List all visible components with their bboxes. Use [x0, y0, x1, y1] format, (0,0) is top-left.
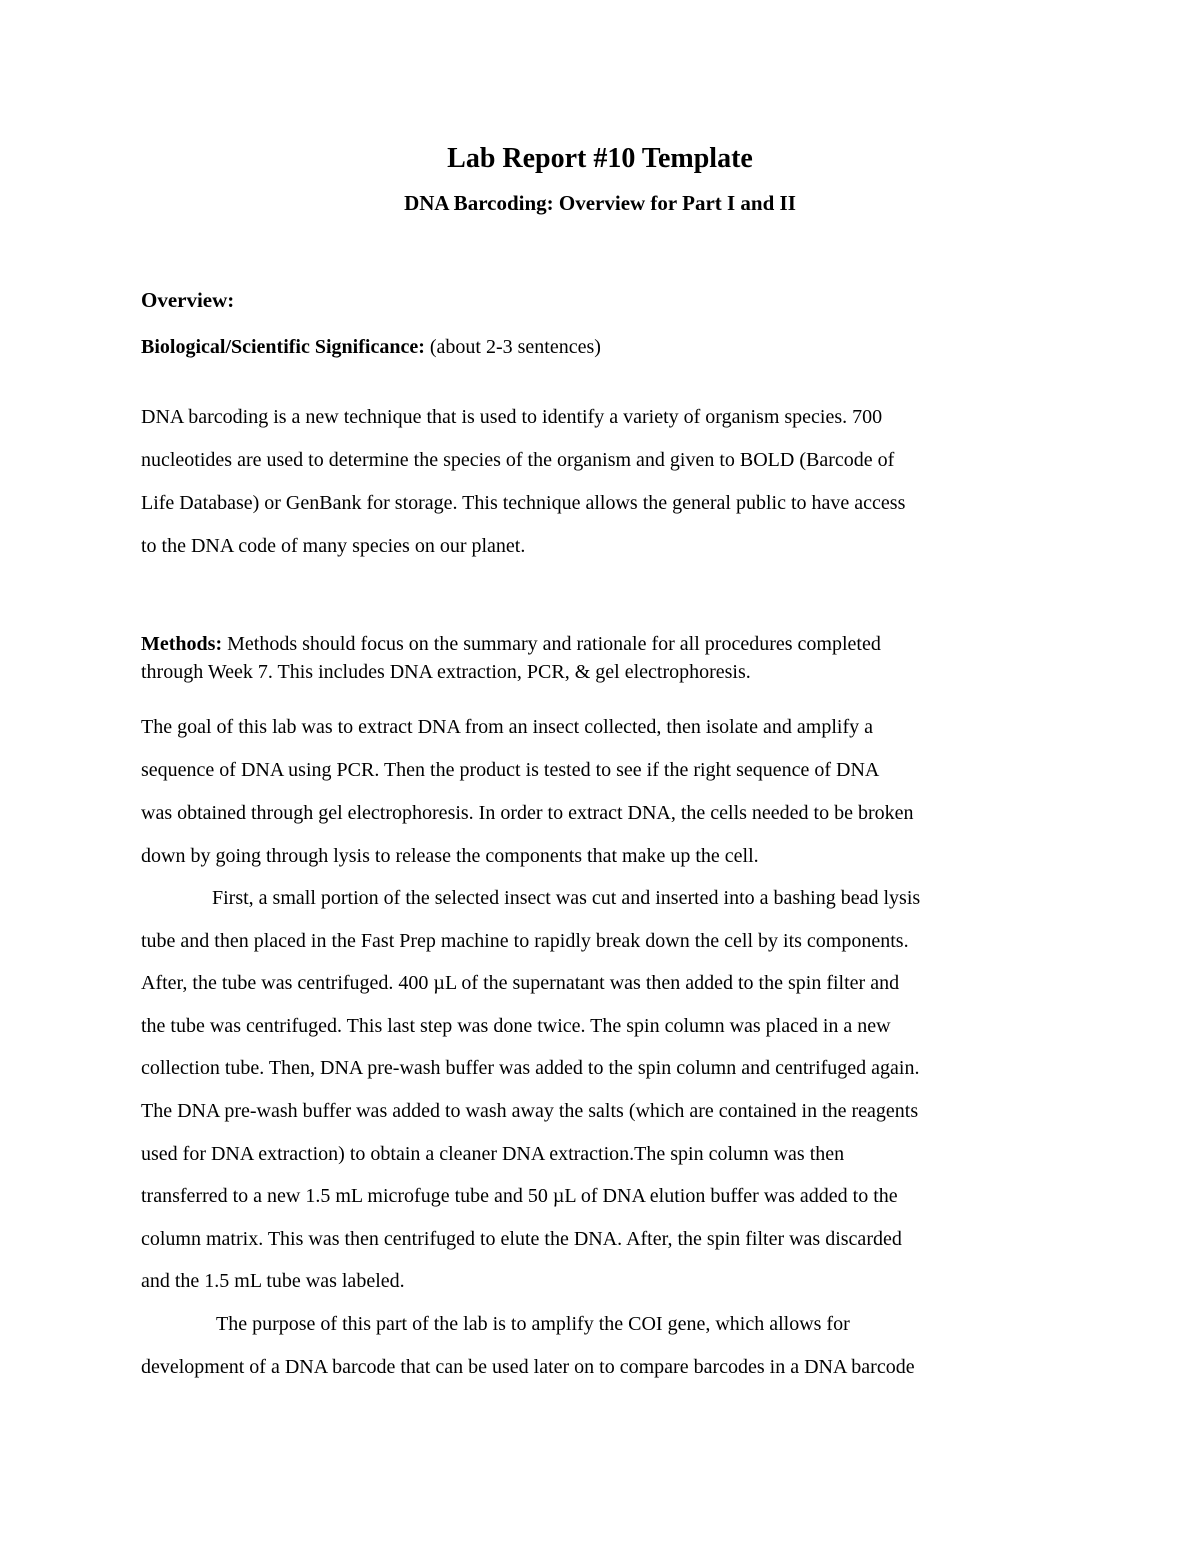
significance-note: (about 2-3 sentences) — [424, 336, 601, 358]
significance-prompt — [141, 336, 601, 359]
methods-line: column matrix. This was then centrifuged to elute the DNA. After, the spin filter was discarded — [141, 1228, 902, 1250]
methods-line: was obtained through gel electrophoresis. In order to extract DNA, the cells needed to be broken — [141, 802, 914, 824]
methods-line: down by going through lysis to release the components that make up the cell. — [141, 845, 759, 867]
methods-prompt — [141, 633, 881, 656]
methods-line: The purpose of this part of the lab is to amplify the COI gene, which allows for — [216, 1313, 850, 1335]
significance-line: DNA barcoding is a new technique that is used to identify a variety of organism species. 700 — [141, 406, 883, 428]
methods-line: sequence of DNA using PCR. Then the product is tested to see if the right sequence of DNA — [141, 759, 880, 781]
methods-line: After, the tube was centrifuged. 400 µL of the supernatant was then added to the spin filter and — [141, 972, 900, 994]
methods-line: The goal of this lab was to extract DNA from an insect collected, then isolate and amplify a — [141, 716, 873, 738]
significance-line: to the DNA code of many species on our planet. — [141, 535, 526, 557]
methods-line: used for DNA extraction) to obtain a cleaner DNA extraction.The spin column was then — [141, 1143, 845, 1165]
significance-line: Life Database) or GenBank for storage. This technique allows the general public to have access — [141, 492, 906, 514]
methods-line: and the 1.5 mL tube was labeled. — [141, 1270, 405, 1292]
methods-line: The DNA pre-wash buffer was added to wash away the salts (which are contained in the reagents — [141, 1100, 919, 1122]
methods-line: transferred to a new 1.5 mL microfuge tube and 50 µL of DNA elution buffer was added to the — [141, 1185, 898, 1207]
significance-label: Biological/Scientific Significance: — [141, 336, 425, 358]
methods-line: development of a DNA barcode that can be used later on to compare barcodes in a DNA barcode — [141, 1356, 915, 1378]
methods-instruction-line: through Week 7. This includes DNA extraction, PCR, & gel electrophoresis. — [141, 661, 751, 683]
document-subtitle: DNA Barcoding: Overview for Part I and II — [404, 191, 796, 215]
methods-line: tube and then placed in the Fast Prep machine to rapidly break down the cell by its components. — [141, 930, 909, 952]
methods-line: the tube was centrifuged. This last step was done twice. The spin column was placed in a new — [141, 1015, 891, 1037]
overview-heading: Overview: — [141, 288, 235, 312]
methods-line: collection tube. Then, DNA pre-wash buffer was added to the spin column and centrifuged again. — [141, 1057, 920, 1079]
methods-instruction: Methods should focus on the summary and rationale for all procedures completed — [222, 633, 881, 655]
methods-label: Methods: — [141, 633, 223, 655]
methods-line: First, a small portion of the selected insect was cut and inserted into a bashing bead lysis — [212, 887, 921, 909]
significance-line: nucleotides are used to determine the species of the organism and given to BOLD (Barcode of — [141, 449, 895, 471]
document-title: Lab Report #10 Template — [447, 143, 753, 174]
